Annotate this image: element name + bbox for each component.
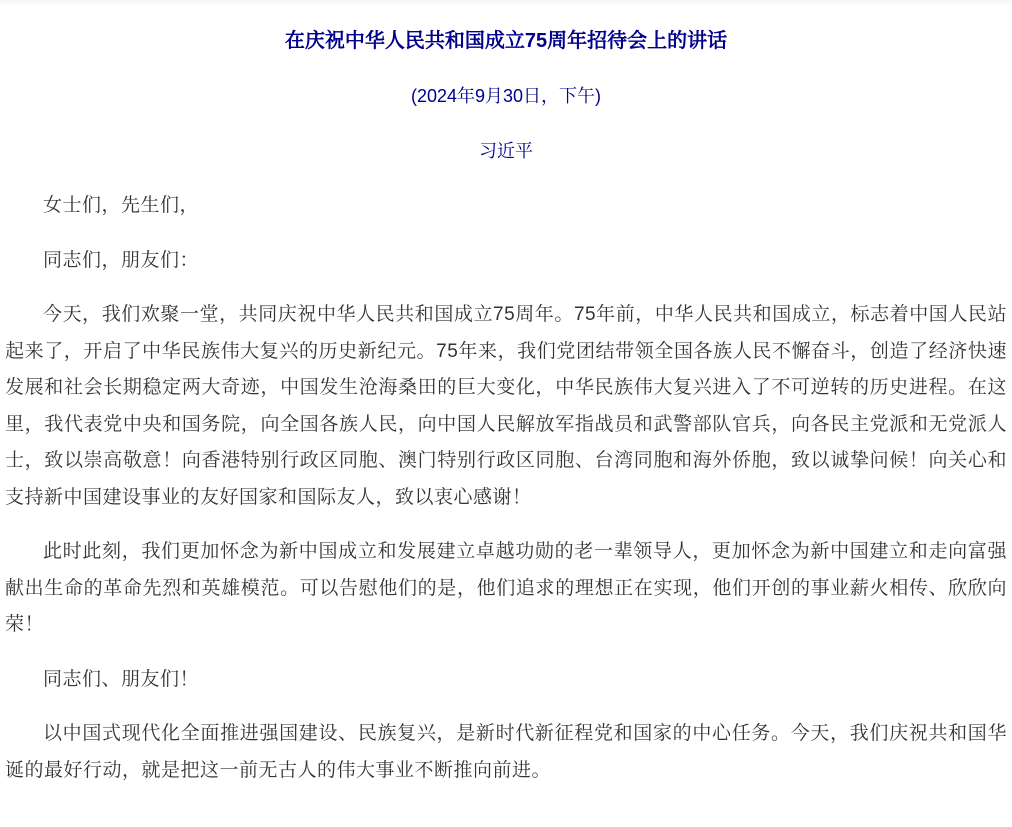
salutation-line-3: 同志们、朋友们！ [43,668,200,690]
speech-paragraph-remembrance: 此时此刻，我们更加怀念为新中国成立和发展建立卓越功勋的老一辈领导人，更加怀念为新中国建立和走向富强献出生命的革命先烈和英雄模范。可以告慰他们的是，他们追求的理想正在实现，他们开创的事业薪火相传、欣欣向荣！ [5,541,1007,635]
speech-paragraph-celebration: 今天，我们欢聚一堂，共同庆祝中华人民共和国成立75周年。75年前，中华人民共和国成立，标志着中国人民站起来了，开启了中华民族伟大复兴的历史新纪元。75年来，我们党团结带领全国各族人民不懈奋斗，创造了经济快速发展和社会长期稳定两大奇迹，中国发生沧海桑田的巨大变化，中华民族伟大复兴进入了不可逆转的历史进程。在这里，我代表党中央和国务院，向全国各族人民，向中国人民解放军指战员和武警部队官兵，向各民主党派和无党派人士，致以崇高敬意！向香港特别行政区同胞、澳门特别行政区同胞、台湾同胞和海外侨胞，致以诚挚问候！向关心和支持新中国建设事业的友好国家和国际友人，致以衷心感谢！ [5,304,1007,508]
document-title: 在庆祝中华人民共和国成立75周年招待会上的讲话 [284,30,728,52]
speech-paragraph-modernization: 以中国式现代化全面推进强国建设、民族复兴，是新时代新征程党和国家的中心任务。今天，我们庆祝共和国华诞的最好行动，就是把这一前无古人的伟大事业不断推向前进。 [5,723,1007,781]
document-author: 习近平 [479,141,533,161]
salutation-line-2: 同志们，朋友们： [43,249,200,271]
document-date: (2024年9月30日，下午) [410,86,602,106]
salutation-line-1: 女士们，先生们， [43,195,200,216]
document-body [5,188,1007,789]
